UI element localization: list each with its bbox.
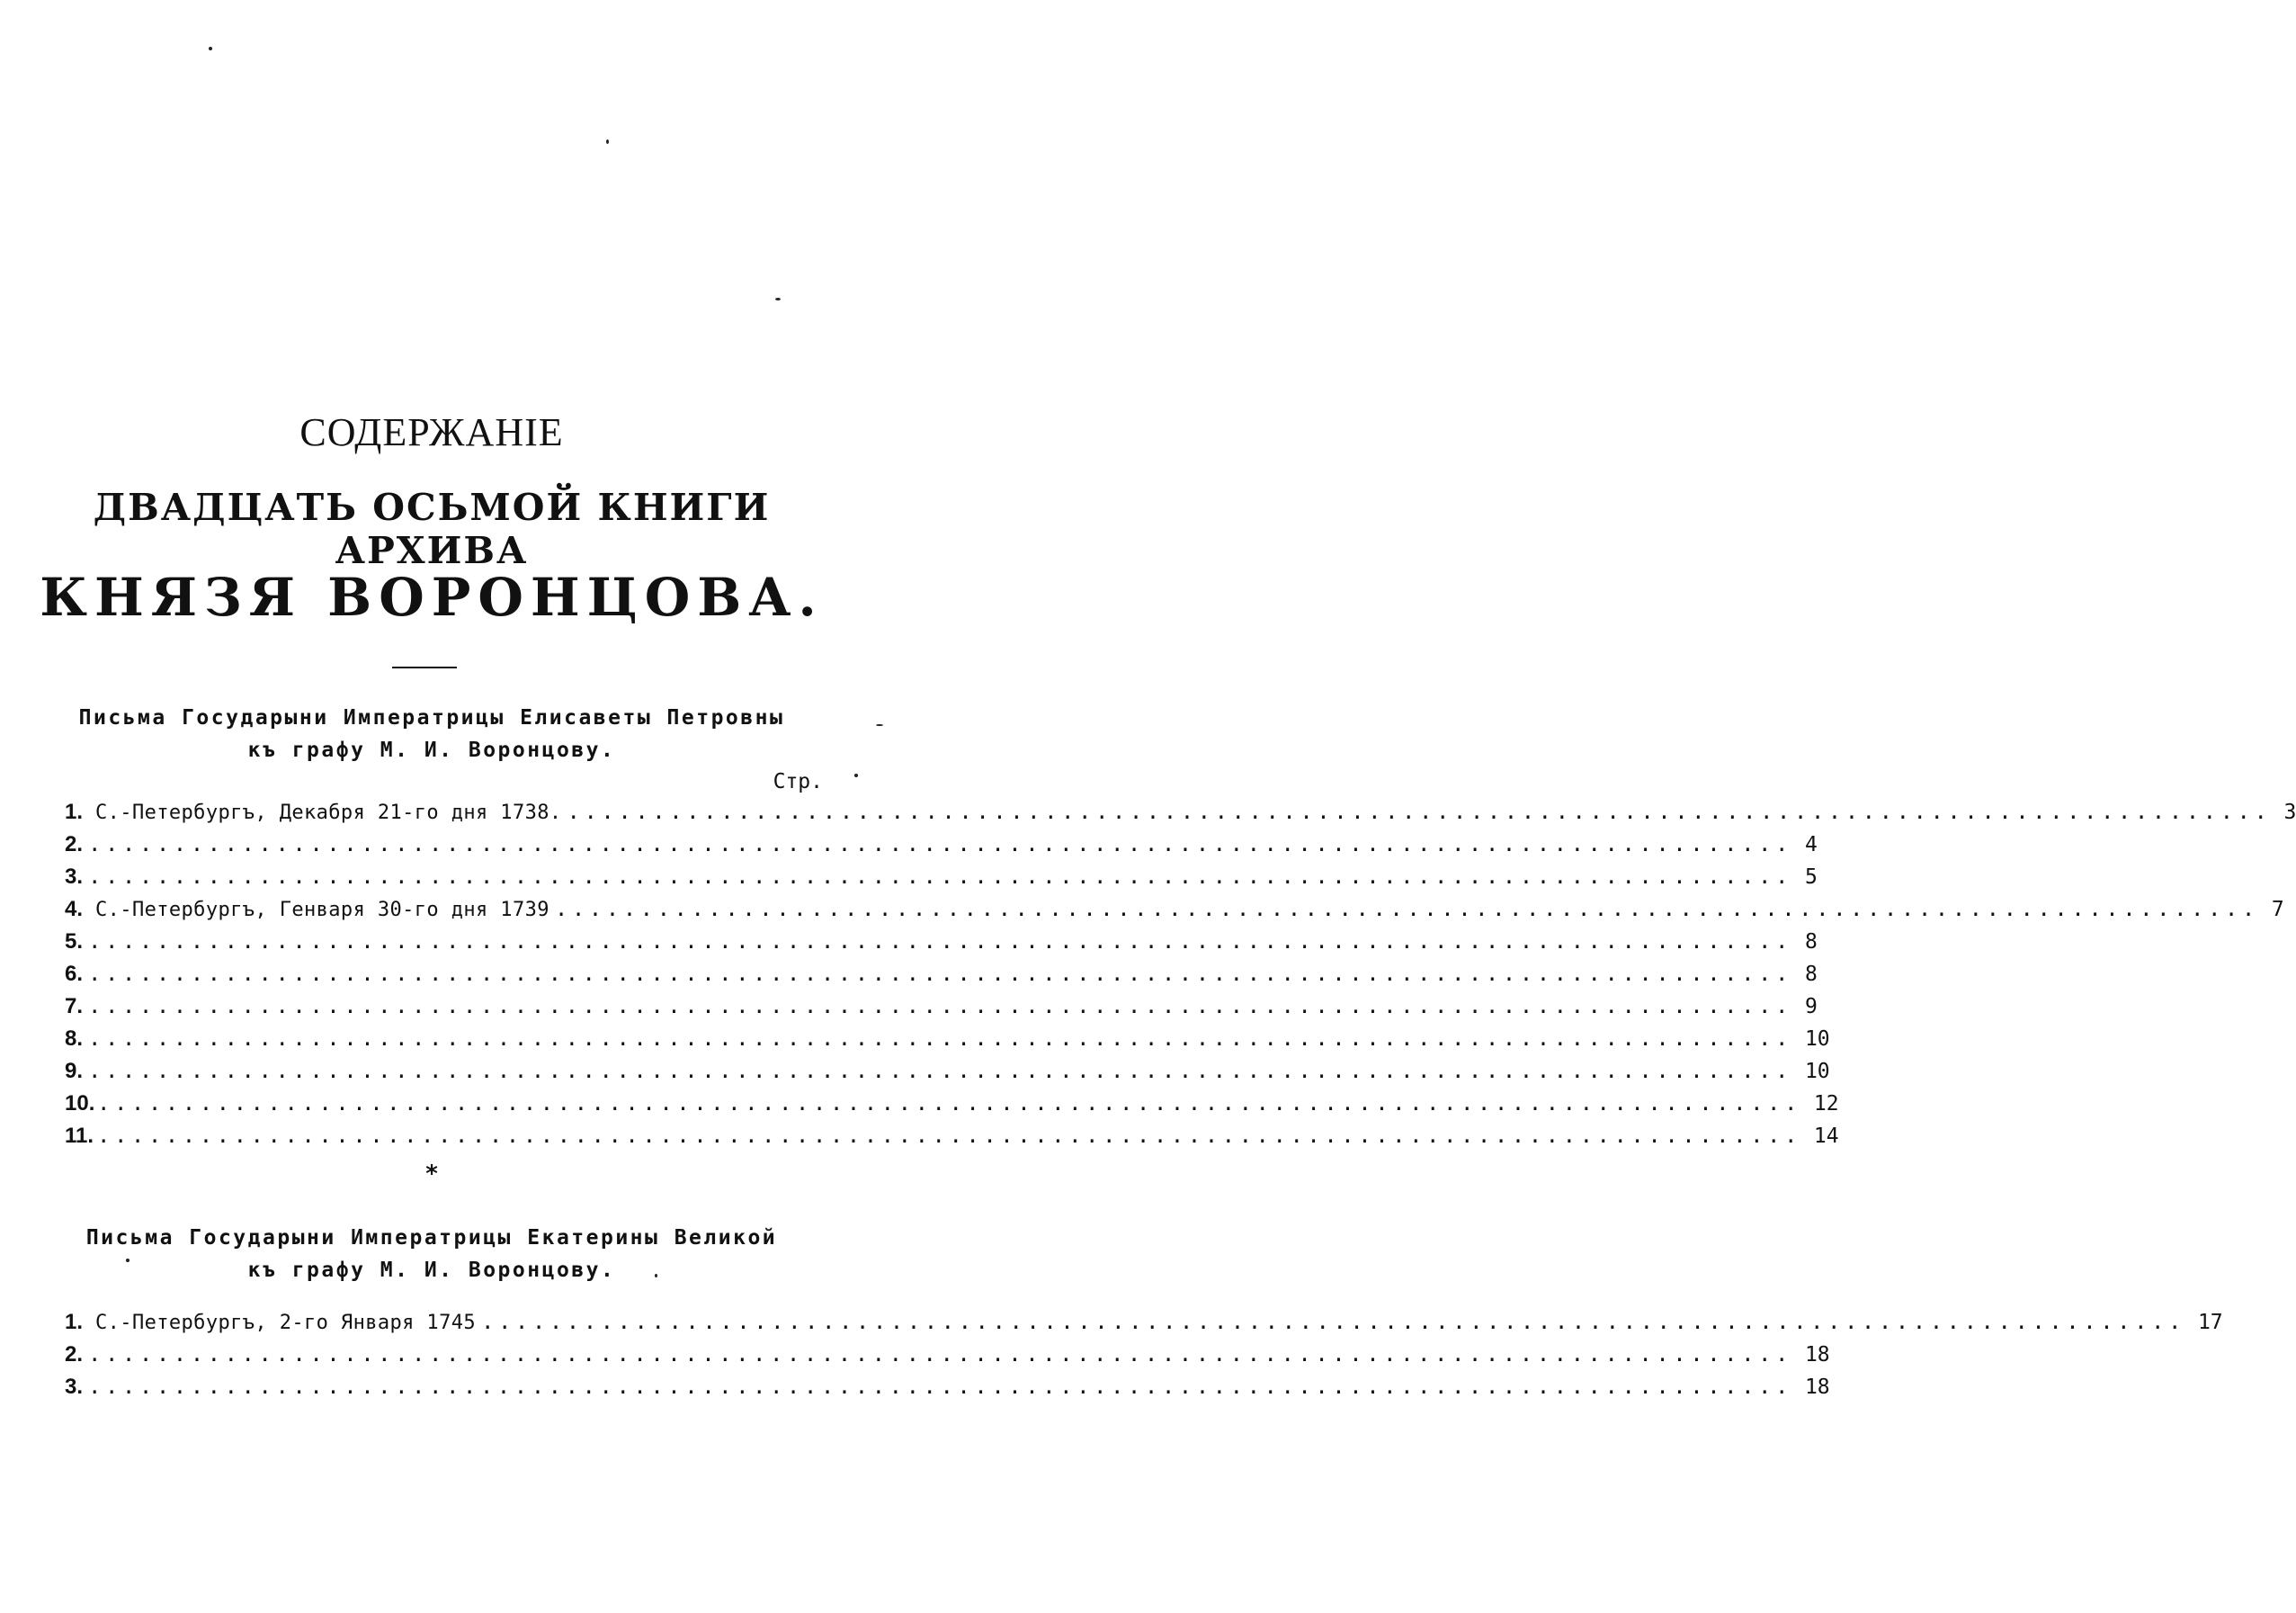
toc-entry [65, 892, 2284, 925]
archive-name: КНЯЗЯ ВОРОНЦОВА. [40, 567, 824, 628]
entry-page: 4 [1804, 833, 1818, 856]
toc-entry [65, 1338, 1830, 1370]
entry-page: 18 [1804, 1376, 1830, 1399]
page-subtitle: ДВАДЦАТЬ ОСЬМОЙ КНИГИ АРХИВА [93, 486, 771, 572]
dot-leader: .................................................................................................... [88, 1026, 1792, 1051]
entry-page: 18 [1804, 1343, 1830, 1367]
section-separator: * [425, 1160, 438, 1187]
toc-entry [65, 1370, 1830, 1402]
entry-number: 4. [65, 897, 84, 921]
entry-page: 14 [1813, 1125, 1839, 1148]
entry-page: 5 [1804, 865, 1818, 889]
entry-number: 1. [65, 1310, 84, 1334]
page-title: СОДЕРЖАНІЕ [299, 410, 564, 454]
entry-page: 7 [2271, 898, 2284, 921]
dot-leader: .................................................................................................... [88, 961, 1792, 986]
dot-leader: .................................................................................................... [88, 1374, 1792, 1399]
print-speck [854, 774, 858, 777]
section-heading [54, 1222, 809, 1286]
toc-entry [65, 828, 1818, 860]
page-column-label: Стр. [773, 770, 823, 793]
toc-entry [65, 1022, 1830, 1054]
print-speck [775, 298, 781, 300]
entry-number: 3. [65, 865, 84, 889]
dot-leader: .................................................................................................... [554, 896, 2259, 921]
entry-number: 2. [65, 832, 84, 856]
entry-place-date: С.-Петербургъ, 2-го Января 1745 [95, 1312, 477, 1334]
entry-page: 17 [2197, 1311, 2223, 1334]
section-heading-line: Письма Государыни Императрицы Елисаветы Петровны [78, 706, 785, 730]
toc-entry [65, 1054, 1830, 1087]
print-speck [606, 139, 609, 144]
entry-number: 1. [65, 800, 84, 824]
dot-leader: .................................................................................................... [97, 1090, 1801, 1116]
entry-number: 10. [65, 1091, 95, 1116]
toc-entry [65, 990, 1818, 1022]
entry-number: 9. [65, 1059, 84, 1083]
print-speck [876, 724, 883, 726]
dot-leader: .................................................................................................... [97, 1123, 1801, 1148]
dot-leader: .................................................................................................... [88, 993, 1792, 1018]
entry-page: 3 [2283, 801, 2296, 824]
dot-leader: .................................................................................................... [88, 831, 1792, 856]
entry-number: 3. [65, 1375, 84, 1399]
entry-number: 8. [65, 1026, 84, 1051]
toc-list [65, 1305, 2223, 1402]
entry-page: 8 [1804, 930, 1818, 954]
entry-number: 7. [65, 994, 84, 1018]
dot-leader: .................................................................................................... [88, 1341, 1792, 1367]
section-heading-line: Письма Государыни Императрицы Екатерины Великой [85, 1226, 778, 1250]
entry-number: 2. [65, 1342, 84, 1367]
print-speck [209, 47, 212, 50]
entry-page: 10 [1804, 1027, 1830, 1051]
entry-number: 11. [65, 1124, 94, 1148]
entry-place-date: С.-Петербургъ, Декабря 21-го дня 1738. [95, 802, 562, 824]
title-divider [392, 667, 457, 668]
dot-leader: .................................................................................................... [88, 864, 1792, 889]
toc-entry [65, 1119, 1839, 1152]
entry-page: 10 [1804, 1060, 1830, 1083]
toc-entry [65, 1305, 2223, 1338]
toc-entry [65, 925, 1818, 957]
entry-place-date: С.-Петербургъ, Генваря 30-го дня 1739 [95, 899, 549, 921]
entry-number: 6. [65, 962, 84, 986]
toc-list [65, 795, 2296, 1152]
entry-page: 12 [1813, 1092, 1839, 1116]
toc-entry [65, 860, 1818, 892]
entry-number: 5. [65, 929, 84, 954]
entry-page: 9 [1804, 995, 1818, 1018]
toc-entry [65, 957, 1818, 990]
dot-leader: .................................................................................................... [88, 928, 1792, 954]
entry-page: 8 [1804, 963, 1818, 986]
section-heading-line: къ графу М. И. Воронцову. [247, 1259, 616, 1282]
dot-leader: .................................................................................................... [567, 799, 2272, 824]
dot-leader: .................................................................................................... [481, 1309, 2185, 1334]
section-heading [54, 702, 809, 766]
toc-entry [65, 795, 2296, 828]
dot-leader: .................................................................................................... [88, 1058, 1792, 1083]
toc-entry [65, 1087, 1839, 1119]
section-heading-line: къ графу М. И. Воронцову. [247, 739, 616, 762]
